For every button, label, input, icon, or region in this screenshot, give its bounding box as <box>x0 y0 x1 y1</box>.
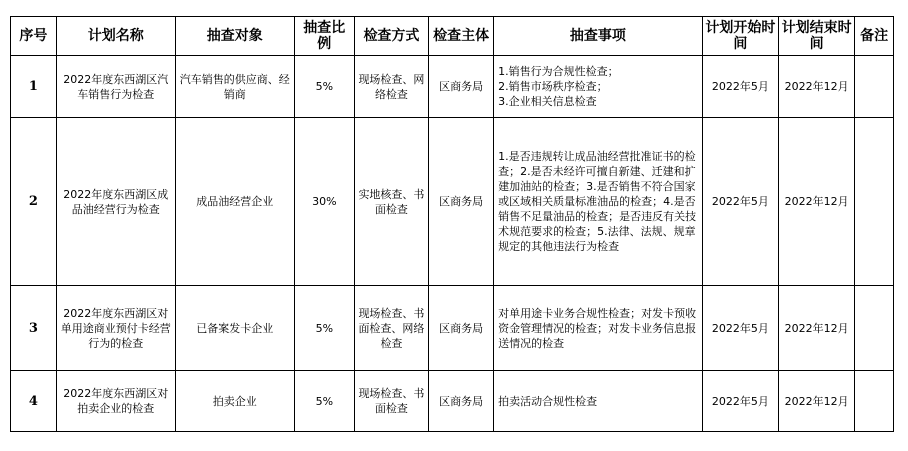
header-start: 计划开始时间 <box>702 17 778 56</box>
cell-start: 2022年5月 <box>702 286 778 371</box>
cell-ratio: 30% <box>294 118 354 286</box>
cell-target: 拍卖企业 <box>175 371 294 432</box>
cell-seq: 1 <box>11 56 57 118</box>
cell-ratio: 5% <box>294 56 354 118</box>
cell-start: 2022年5月 <box>702 118 778 286</box>
cell-plan-name: 2022年度东西湖区对单用途商业预付卡经营行为的检查 <box>56 286 175 371</box>
cell-ratio: 5% <box>294 371 354 432</box>
item-line: 2.销售市场秩序检查； <box>498 80 608 93</box>
header-target: 抽查对象 <box>175 17 294 56</box>
item-line: 1.是否违规转让成品油经营批准证书的检查；2.是否未经许可擅自新建、迁建和扩建加油站的检查；3.是否销售不符合国家或区域相关质量标准油品的检查；4.是否销售不足量油品的检查；是否违反有关技术规范要求的检查；5.法律、法规、规章规定的其他违法行为检查 <box>498 150 697 253</box>
cell-subject: 区商务局 <box>429 118 494 286</box>
cell-start: 2022年5月 <box>702 56 778 118</box>
cell-plan-name: 2022年度东西湖区汽车销售行为检查 <box>56 56 175 118</box>
cell-method: 现场检查、书面检查、网络检查 <box>354 286 428 371</box>
cell-seq: 4 <box>11 371 57 432</box>
cell-items <box>494 56 703 118</box>
header-ratio: 抽查比例 <box>294 17 354 56</box>
cell-target: 汽车销售的供应商、经销商 <box>175 56 294 118</box>
cell-method: 实地核查、书面检查 <box>354 118 428 286</box>
table-row <box>11 118 894 286</box>
cell-target: 已备案发卡企业 <box>175 286 294 371</box>
header-seq: 序号 <box>11 17 57 56</box>
cell-items <box>494 286 703 371</box>
cell-subject: 区商务局 <box>429 371 494 432</box>
cell-subject: 区商务局 <box>429 56 494 118</box>
header-row <box>11 17 894 56</box>
cell-end: 2022年12月 <box>778 286 854 371</box>
cell-seq: 3 <box>11 286 57 371</box>
cell-ratio: 5% <box>294 286 354 371</box>
cell-plan-name: 2022年度东西湖区对拍卖企业的检查 <box>56 371 175 432</box>
cell-items <box>494 118 703 286</box>
table-row <box>11 371 894 432</box>
cell-method: 现场检查、书面检查 <box>354 371 428 432</box>
header-subject: 检查主体 <box>429 17 494 56</box>
cell-target: 成品油经营企业 <box>175 118 294 286</box>
cell-start: 2022年5月 <box>702 371 778 432</box>
cell-plan-name: 2022年度东西湖区成品油经营行为检查 <box>56 118 175 286</box>
header-end: 计划结束时间 <box>778 17 854 56</box>
item-line: 对单用途卡业务合规性检查；对发卡预收资金管理情况的检查；对发卡业务信息报送情况的检查 <box>498 306 697 350</box>
header-remark: 备注 <box>855 17 894 56</box>
cell-end: 2022年12月 <box>778 56 854 118</box>
cell-end: 2022年12月 <box>778 371 854 432</box>
cell-remark <box>855 371 894 432</box>
table-row <box>11 286 894 371</box>
header-plan-name: 计划名称 <box>56 17 175 56</box>
header-method: 检查方式 <box>354 17 428 56</box>
item-line: 3.企业相关信息检查 <box>498 95 597 108</box>
cell-remark <box>855 118 894 286</box>
cell-end: 2022年12月 <box>778 118 854 286</box>
cell-method: 现场检查、网络检查 <box>354 56 428 118</box>
cell-remark <box>855 286 894 371</box>
cell-subject: 区商务局 <box>429 286 494 371</box>
item-line: 拍卖活动合规性检查 <box>498 394 598 408</box>
table-row <box>11 56 894 118</box>
inspection-plan-table <box>10 16 894 432</box>
header-items: 抽查事项 <box>494 17 703 56</box>
cell-seq: 2 <box>11 118 57 286</box>
cell-remark <box>855 56 894 118</box>
item-line: 1.销售行为合规性检查； <box>498 65 619 78</box>
cell-items <box>494 371 703 432</box>
